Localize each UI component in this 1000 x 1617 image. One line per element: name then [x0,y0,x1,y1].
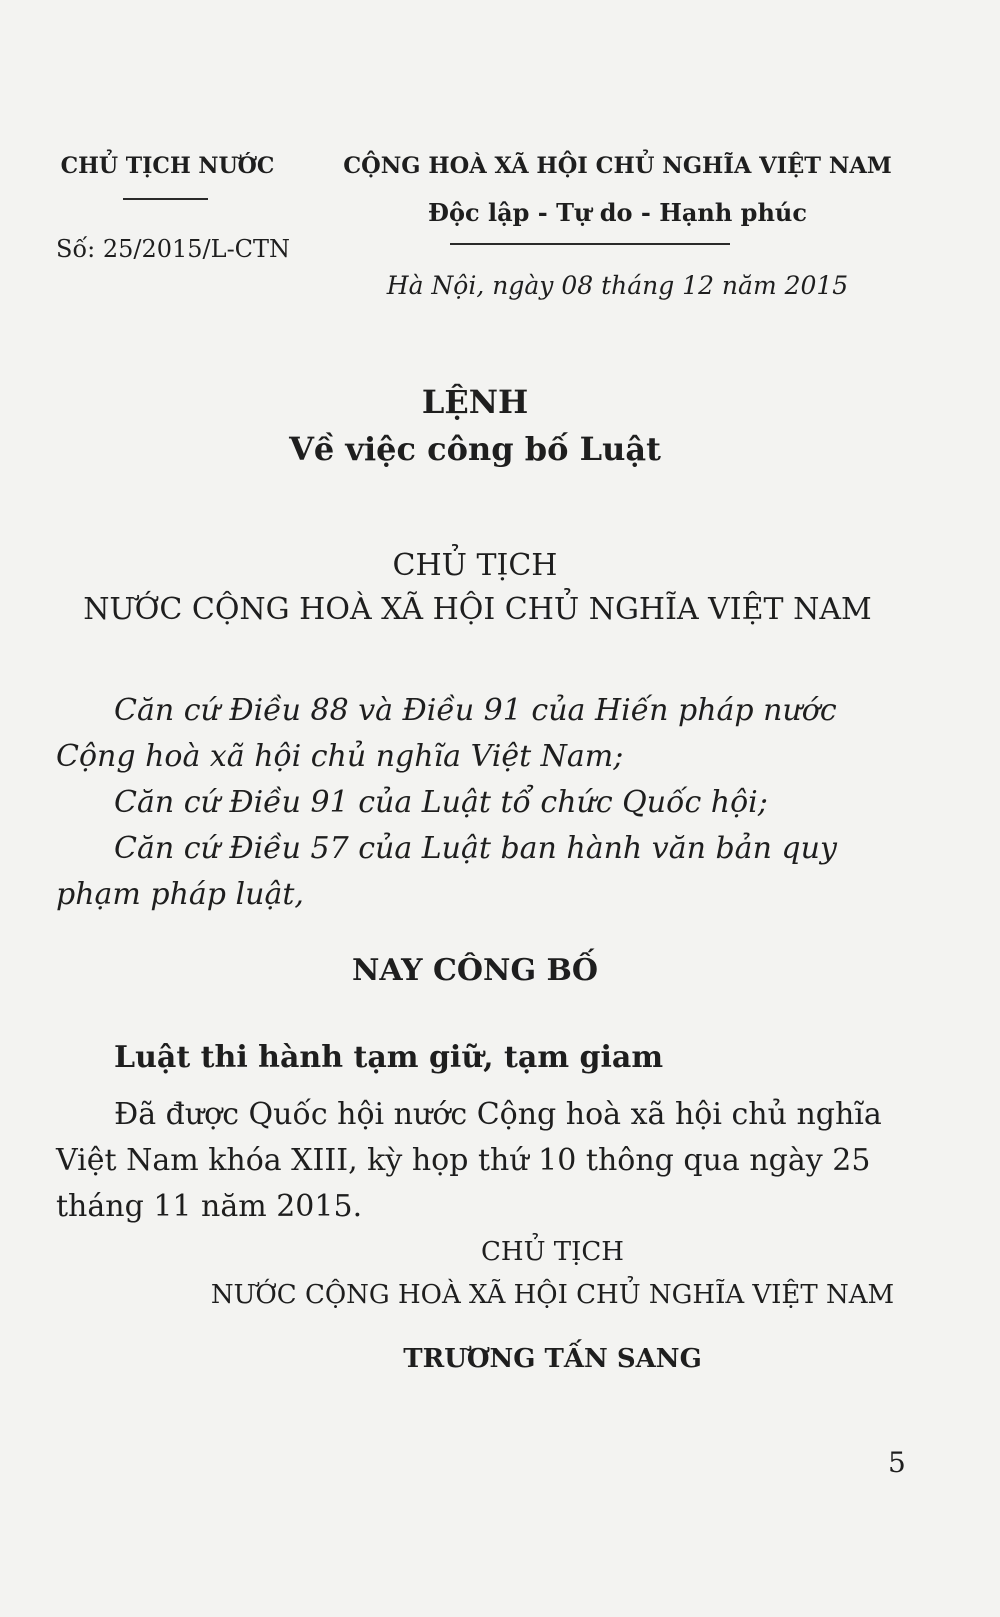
announcement-heading: NAY CÔNG BỐ [351,953,599,988]
legal-basis-line: phạm pháp luật, [56,877,304,912]
legal-basis-line: Căn cứ Điều 57 của Luật ban hành văn bản quy [114,831,837,866]
authority-underline [123,198,208,200]
signatory-title: CHỦ TỊCH [481,1237,624,1267]
legal-basis-line: Căn cứ Điều 91 của Luật tổ chức Quốc hội; [114,785,768,820]
page-number: 5 [888,1446,906,1479]
document-number: Số: 25/2015/L-CTN [56,235,291,263]
passage-line: tháng 11 năm 2015. [56,1189,363,1224]
passage-line: Đã được Quốc hội nước Cộng hoà xã hội chủ nghĩa [114,1097,882,1132]
country-name: CỘNG HOÀ XÃ HỘI CHỦ NGHĨA VIỆT NAM [343,153,892,179]
document-subtitle: Về việc công bố Luật [289,430,661,468]
signatory-country: NƯỚC CỘNG HOÀ XÃ HỘI CHỦ NGHĨA VIỆT NAM [210,1280,895,1310]
issuer-country: NƯỚC CỘNG HOÀ XÃ HỘI CHỦ NGHĨA VIỆT NAM [83,592,872,627]
passage-line: Việt Nam khóa XIII, kỳ họp thứ 10 thông qua ngày 25 [56,1143,871,1178]
issuing-authority: CHỦ TỊCH NƯỚC [60,153,275,179]
law-name: Luật thi hành tạm giữ, tạm giam [114,1040,664,1075]
legal-basis-line: Cộng hoà xã hội chủ nghĩa Việt Nam; [56,739,624,774]
place-and-date: Hà Nội, ngày 08 tháng 12 năm 2015 [386,271,849,300]
issuer-title: CHỦ TỊCH [392,548,558,583]
document-title: LỆNH [421,383,529,421]
motto-underline [450,243,730,245]
national-motto: Độc lập - Tự do - Hạnh phúc [428,198,807,227]
legal-basis-line: Căn cứ Điều 88 và Điều 91 của Hiến pháp nước [114,693,837,728]
signatory-name: TRƯƠNG TẤN SANG [403,1344,702,1374]
